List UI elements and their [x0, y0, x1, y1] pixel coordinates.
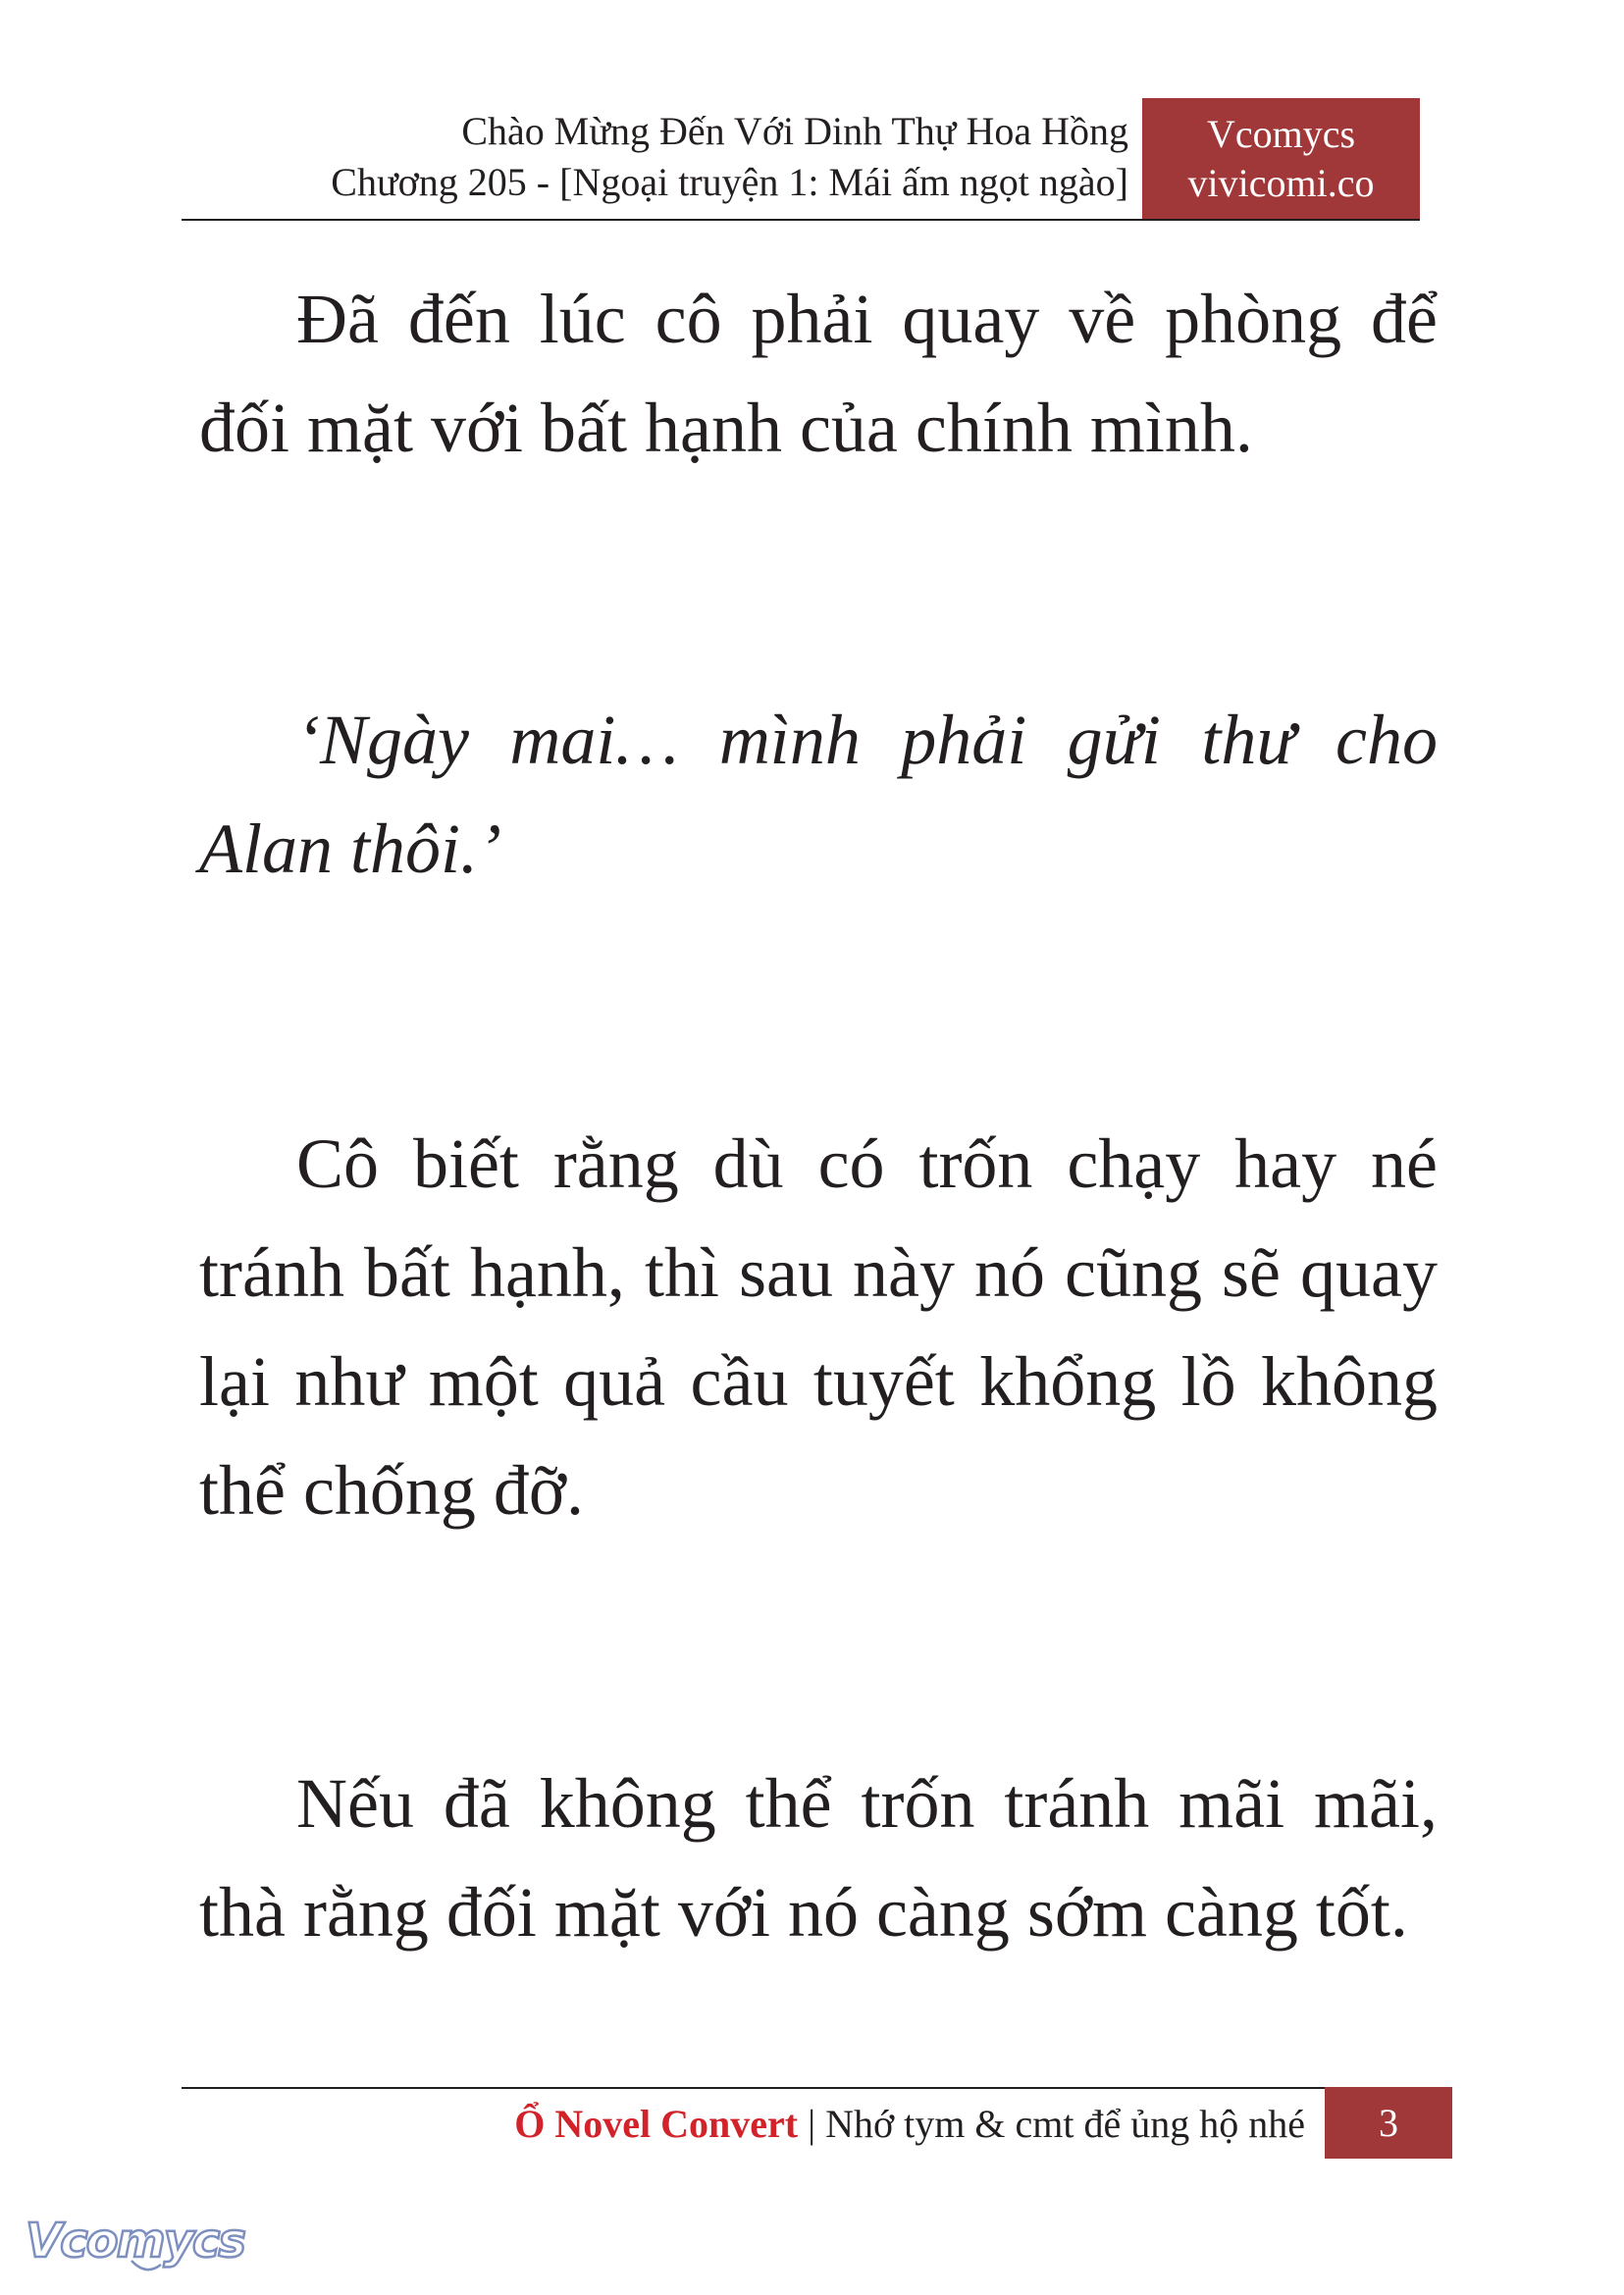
header-divider: [182, 219, 1420, 221]
footer-text: [514, 2099, 1305, 2150]
footer-separator: |: [808, 2102, 816, 2146]
page-footer: [182, 2087, 1452, 2161]
brand-name: Vcomycs: [1206, 112, 1356, 156]
book-title: Chào Mừng Đến Với Dinh Thự Hoa Hồng: [461, 109, 1128, 153]
footer-brand: Ổ Novel Convert: [514, 2102, 799, 2146]
watermark-logo-graphic: [24, 2210, 249, 2278]
chapter-body: [199, 265, 1438, 1967]
paragraph-4: Nếu đã không thể trốn tránh mãi mãi, thà rằng đối mặt với nó càng sớm càng tốt.: [199, 1764, 1438, 1952]
paragraph-3: Cô biết rằng dù có trốn chạy hay né tránh bất hạnh, thì sau này nó cũng sẽ quay lại như một quả cầu tuyết khổng lồ không thể chống đỡ.: [199, 1124, 1438, 1530]
page-header: [182, 98, 1420, 221]
header-titles: [331, 106, 1128, 208]
page-number: 3: [1325, 2087, 1452, 2159]
chapter-title: Chương 205 - [Ngoại truyện 1: Mái ấm ngọt ngào]: [331, 160, 1128, 204]
paragraph-2-thought: ‘Ngày mai… mình phải gửi thư cho Alan thôi.’: [199, 701, 1438, 888]
footer-message: Nhớ tym & cmt để ủng hộ nhé: [825, 2102, 1305, 2146]
vcomycs-watermark-logo: [24, 2210, 249, 2278]
paragraph-1: Đã đến lúc cô phải quay về phòng để đối mặt với bất hạnh của chính mình.: [199, 280, 1438, 467]
brand-site: vivicomi.co: [1187, 161, 1375, 205]
footer-divider: [182, 2087, 1325, 2089]
svg-text:Vcomycs: Vcomycs: [26, 2214, 244, 2269]
header-brand-box: [1142, 98, 1420, 219]
